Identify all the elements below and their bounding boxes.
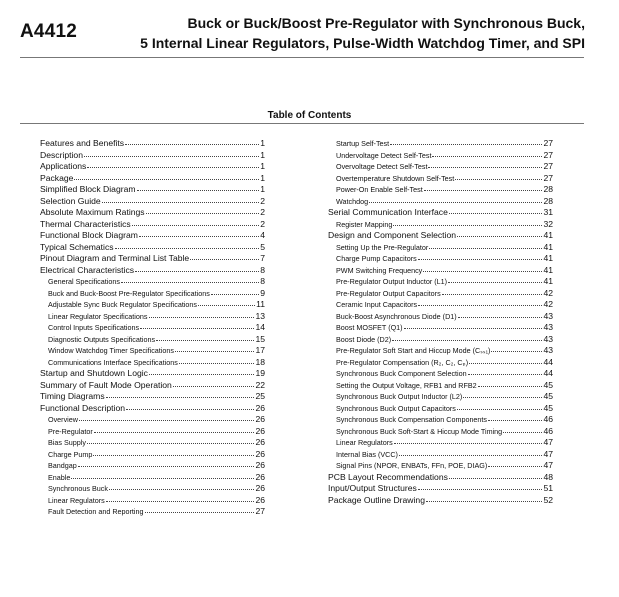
toc-subentry[interactable] xyxy=(328,150,553,162)
toc-subentry[interactable] xyxy=(328,403,553,415)
toc-entry-label: Package xyxy=(40,172,74,183)
toc-entry[interactable] xyxy=(40,184,265,196)
toc-entry-label: Pre-Regulator Soft Start and Hiccup Mode (Cₛₛ₁) xyxy=(336,346,491,355)
toc-column-left xyxy=(40,138,265,518)
toc-entry-label: Enable xyxy=(48,472,71,482)
toc-entry-page: 43 xyxy=(543,310,553,321)
toc-entry-label: Selection Guide xyxy=(40,195,101,206)
toc-leader-dots xyxy=(93,455,254,456)
toc-leader-dots xyxy=(71,478,254,479)
toc-entry[interactable] xyxy=(40,368,265,380)
toc-entry[interactable] xyxy=(40,403,265,415)
toc-leader-dots xyxy=(137,190,260,191)
toc-entry-label: Synchronous Buck Compensation Components xyxy=(336,415,488,424)
toc-entry-page: 8 xyxy=(260,276,265,286)
toc-entry-label: Synchronous Buck Component Selection xyxy=(336,369,467,378)
toc-entry-page: 46 xyxy=(543,425,553,436)
toc-entry-label: Overview xyxy=(48,415,78,424)
toc-entry-page: 46 xyxy=(543,414,553,424)
toc-entry-page: 47 xyxy=(543,448,553,459)
toc-leader-dots xyxy=(449,213,543,214)
toc-leader-dots xyxy=(428,167,542,168)
toc-entry-label: Register Mapping xyxy=(336,219,393,229)
toc-divider xyxy=(20,123,584,124)
toc-entry-page: 27 xyxy=(543,138,553,148)
toc-subentry[interactable] xyxy=(40,276,265,288)
document-title xyxy=(140,13,585,53)
toc-entry-page: 45 xyxy=(543,379,553,390)
toc-entry-label: Functional Description xyxy=(40,402,126,413)
toc-subentry[interactable] xyxy=(328,426,553,438)
toc-entry-label: Watchdog xyxy=(336,196,369,206)
toc-leader-dots xyxy=(190,259,259,260)
toc-subentry[interactable] xyxy=(40,449,265,461)
toc-entry-label: Package Outline Drawing xyxy=(328,494,425,505)
toc-leader-dots xyxy=(426,501,542,502)
toc-entry-label: Linear Regulators xyxy=(336,438,393,447)
toc-leader-dots xyxy=(140,328,254,329)
toc-entry-page: 26 xyxy=(255,460,265,470)
toc-subentry[interactable] xyxy=(40,472,265,484)
toc-entry-label: Boost MOSFET (Q1) xyxy=(336,323,403,332)
toc-leader-dots xyxy=(125,144,259,145)
toc-entry-label: Startup Self-Test xyxy=(336,139,390,148)
toc-leader-dots xyxy=(457,236,542,237)
toc-entry-page: 2 xyxy=(260,207,265,217)
toc-subentry[interactable] xyxy=(328,357,553,369)
toc-subentry[interactable] xyxy=(328,253,553,265)
toc-leader-dots xyxy=(418,305,542,306)
toc-entry-page: 11 xyxy=(256,299,265,309)
toc-leader-dots xyxy=(469,363,542,364)
toc-subentry[interactable] xyxy=(40,437,265,449)
title-line-2: 5 Internal Linear Regulators, Pulse-Width Watchdog Timer, and SPI xyxy=(140,35,585,51)
toc-entry-label: Charge Pump Capacitors xyxy=(336,254,417,263)
toc-leader-dots xyxy=(179,363,255,364)
toc-leader-dots xyxy=(457,409,543,410)
toc-entry-label: Startup and Shutdown Logic xyxy=(40,368,148,378)
toc-entry[interactable] xyxy=(328,207,553,219)
toc-leader-dots xyxy=(106,397,255,398)
toc-entry-label: Pre-Regulator Compensation (R₂, C₂, Cₚ) xyxy=(336,357,469,367)
toc-entry-label: Setting the Output Voltage, RFB1 and RFB2 xyxy=(336,380,477,390)
toc-entry-page: 17 xyxy=(255,345,265,355)
toc-leader-dots xyxy=(423,271,542,272)
toc-leader-dots xyxy=(84,156,259,157)
toc-entry-page: 14 xyxy=(255,322,265,332)
toc-leader-dots xyxy=(390,144,542,145)
toc-subentry[interactable] xyxy=(40,288,265,300)
toc-entry-page: 7 xyxy=(260,253,265,263)
toc-leader-dots xyxy=(139,236,259,237)
toc-entry-page: 47 xyxy=(543,437,553,447)
toc-entry-label: Power-On Enable Self-Test xyxy=(336,185,423,194)
toc-entry-page: 41 xyxy=(543,276,553,286)
toc-entry-page: 15 xyxy=(255,333,265,344)
toc-entry-label: Linear Regulators xyxy=(48,495,105,505)
toc-subentry[interactable] xyxy=(328,449,553,461)
toc-entry-page: 27 xyxy=(255,506,265,516)
toc-entry-label: Design and Component Selection xyxy=(328,230,457,240)
toc-entry-label: PCB Layout Recommendations xyxy=(328,471,448,482)
toc-entry-page: 41 xyxy=(543,241,553,252)
toc-subentry[interactable] xyxy=(40,334,265,346)
toc-leader-dots xyxy=(418,259,543,260)
toc-entry-page: 5 xyxy=(260,241,265,252)
toc-entry-label: Serial Communication Interface xyxy=(328,207,448,217)
toc-entry-label: Synchronous Buck Soft-Start & Hiccup Mode Timing xyxy=(336,426,503,436)
toc-leader-dots xyxy=(424,190,543,191)
toc-entry-label: Timing Diagrams xyxy=(40,391,105,401)
toc-entry[interactable] xyxy=(40,391,265,403)
toc-subentry[interactable] xyxy=(328,414,553,426)
toc-entry-page: 26 xyxy=(255,414,265,424)
toc-entry-label: Signal Pins (NPOR, ENBATs, FFn, POE, DIAG) xyxy=(336,461,488,470)
toc-subentry[interactable] xyxy=(40,495,265,507)
toc-subentry[interactable] xyxy=(328,437,553,449)
toc-leader-dots xyxy=(145,512,255,513)
toc-subentry[interactable] xyxy=(40,460,265,472)
toc-column-right xyxy=(328,138,553,506)
toc-entry-page: 25 xyxy=(255,391,265,401)
toc-leader-dots xyxy=(156,340,254,341)
toc-subentry[interactable] xyxy=(40,506,265,518)
toc-entry-page: 41 xyxy=(543,230,553,240)
toc-leader-dots xyxy=(211,294,259,295)
toc-entry-page: 43 xyxy=(543,322,553,332)
toc-leader-dots xyxy=(173,386,255,387)
toc-entry-page: 13 xyxy=(255,310,265,321)
toc-entry-page: 41 xyxy=(543,264,553,275)
toc-entry-page: 42 xyxy=(543,287,553,298)
toc-entry-page: 26 xyxy=(255,448,265,459)
toc-leader-dots xyxy=(79,420,254,421)
toc-entry-page: 45 xyxy=(543,402,553,413)
toc-entry-page: 48 xyxy=(543,471,553,482)
toc-entry-label: Simplified Block Diagram xyxy=(40,184,136,194)
toc-entry-page: 41 xyxy=(543,253,553,263)
toc-entry-label: Thermal Characteristics xyxy=(40,218,131,229)
toc-leader-dots xyxy=(198,305,255,306)
toc-subentry[interactable] xyxy=(40,357,265,369)
toc-entry-page: 27 xyxy=(543,149,553,160)
toc-subentry[interactable] xyxy=(328,196,553,208)
toc-leader-dots xyxy=(87,167,259,168)
toc-entry-page: 1 xyxy=(260,161,265,171)
toc-leader-dots xyxy=(399,455,543,456)
toc-leader-dots xyxy=(429,248,542,249)
toc-entry-page: 32 xyxy=(543,218,553,229)
toc-entry[interactable] xyxy=(328,495,553,507)
toc-leader-dots xyxy=(478,386,543,387)
toc-subentry[interactable] xyxy=(40,414,265,426)
toc-entry-label: Linear Regulator Specifications xyxy=(48,311,148,321)
header-divider xyxy=(20,57,584,58)
toc-subentry[interactable] xyxy=(328,391,553,403)
toc-entry-page: 52 xyxy=(543,494,553,505)
toc-entry-page: 44 xyxy=(543,368,553,378)
toc-leader-dots xyxy=(394,443,543,444)
toc-leader-dots xyxy=(149,317,255,318)
toc-entry-page: 26 xyxy=(255,437,265,447)
toc-leader-dots xyxy=(102,202,260,203)
toc-leader-dots xyxy=(463,397,542,398)
toc-entry-page: 27 xyxy=(543,161,553,171)
toc-entry-label: PWM Switching Frequency xyxy=(336,265,423,275)
toc-leader-dots xyxy=(106,501,255,502)
toc-leader-dots xyxy=(135,271,259,272)
toc-entry-label: Pre-Regulator Output Inductor (L1) xyxy=(336,277,448,286)
toc-subentry[interactable] xyxy=(328,299,553,311)
toc-entry-page: 51 xyxy=(543,483,553,493)
toc-leader-dots xyxy=(503,432,542,433)
toc-leader-dots xyxy=(404,328,543,329)
toc-entry-label: Charge Pump xyxy=(48,449,93,459)
toc-entry-label: Typical Schematics xyxy=(40,241,114,252)
toc-entry[interactable] xyxy=(328,483,553,495)
toc-entry-page: 47 xyxy=(543,460,553,470)
toc-leader-dots xyxy=(115,248,260,249)
toc-entry-label: General Specifications xyxy=(48,277,120,286)
toc-entry-page: 8 xyxy=(260,264,265,275)
toc-leader-dots xyxy=(369,202,542,203)
toc-entry-page: 22 xyxy=(255,379,265,390)
toc-leader-dots xyxy=(392,340,542,341)
toc-subentry[interactable] xyxy=(328,242,553,254)
toc-subentry[interactable] xyxy=(328,288,553,300)
toc-entry[interactable] xyxy=(40,150,265,162)
toc-entry-page: 42 xyxy=(543,299,553,309)
toc-entry-page: 1 xyxy=(260,149,265,160)
toc-leader-dots xyxy=(418,489,543,490)
toc-leader-dots xyxy=(488,466,542,467)
toc-subentry[interactable] xyxy=(328,184,553,196)
toc-entry[interactable] xyxy=(40,253,265,265)
toc-entry[interactable] xyxy=(40,138,265,150)
toc-entry-page: 2 xyxy=(260,218,265,229)
toc-heading: Table of Contents xyxy=(267,110,352,121)
toc-leader-dots xyxy=(468,374,543,375)
toc-subentry[interactable] xyxy=(328,322,553,334)
toc-entry-page: 28 xyxy=(543,195,553,206)
toc-entry[interactable] xyxy=(40,265,265,277)
toc-entry-label: Boost Diode (D2) xyxy=(336,334,392,344)
toc-entry-page: 1 xyxy=(260,138,265,148)
toc-entry-label: Bandgap xyxy=(48,461,77,470)
toc-subentry[interactable] xyxy=(328,161,553,173)
toc-entry-label: Applications xyxy=(40,161,87,171)
toc-leader-dots xyxy=(491,351,542,352)
toc-entry-label: Control Inputs Specifications xyxy=(48,323,140,332)
toc-entry-page: 43 xyxy=(543,333,553,344)
toc-entry-page: 26 xyxy=(255,471,265,482)
toc-entry-label: Fault Detection and Reporting xyxy=(48,507,144,516)
toc-subentry[interactable] xyxy=(40,322,265,334)
toc-leader-dots xyxy=(432,156,542,157)
toc-leader-dots xyxy=(109,489,255,490)
toc-entry-label: Buck and Buck-Boost Pre-Regulator Specifications xyxy=(48,288,210,298)
toc-entry[interactable] xyxy=(40,196,265,208)
toc-subentry[interactable] xyxy=(328,265,553,277)
toc-entry-label: Bias Supply xyxy=(48,438,86,447)
toc-subentry[interactable] xyxy=(328,345,553,357)
toc-leader-dots xyxy=(146,213,260,214)
toc-entry-label: Description xyxy=(40,149,83,160)
toc-subentry[interactable] xyxy=(40,311,265,323)
toc-entry-page: 31 xyxy=(543,207,553,217)
toc-entry-label: Synchronous Buck Output Inductor (L2) xyxy=(336,392,463,401)
toc-subentry[interactable] xyxy=(328,380,553,392)
toc-subentry[interactable] xyxy=(328,276,553,288)
toc-entry-label: Buck-Boost Asynchronous Diode (D1) xyxy=(336,311,457,321)
toc-entry[interactable] xyxy=(40,207,265,219)
toc-entry-page: 18 xyxy=(255,356,265,367)
toc-subentry[interactable] xyxy=(328,311,553,323)
toc-subentry[interactable] xyxy=(328,219,553,231)
toc-entry-page: 43 xyxy=(543,345,553,355)
toc-entry-page: 9 xyxy=(260,287,265,298)
toc-entry-label: Synchronous Buck xyxy=(48,484,108,493)
toc-leader-dots xyxy=(175,351,254,352)
toc-entry[interactable] xyxy=(40,230,265,242)
toc-entry-label: Diagnostic Outputs Specifications xyxy=(48,334,156,344)
toc-subentry[interactable] xyxy=(328,460,553,472)
toc-entry-label: Overtemperature Shutdown Self-Test xyxy=(336,173,455,183)
toc-entry-page: 1 xyxy=(260,184,265,194)
toc-subentry[interactable] xyxy=(40,345,265,357)
toc-entry-page: 4 xyxy=(260,230,265,240)
toc-entry[interactable] xyxy=(328,230,553,242)
toc-entry-label: Undervoltage Detect Self-Test xyxy=(336,150,432,160)
toc-entry-page: 2 xyxy=(260,195,265,206)
toc-entry-label: Communications Interface Specifications xyxy=(48,357,178,367)
toc-subentry[interactable] xyxy=(40,299,265,311)
toc-subentry[interactable] xyxy=(328,368,553,380)
toc-subentry[interactable] xyxy=(328,138,553,150)
toc-leader-dots xyxy=(132,225,259,226)
toc-subentry[interactable] xyxy=(40,483,265,495)
toc-entry-label: Input/Output Structures xyxy=(328,483,417,493)
toc-leader-dots xyxy=(448,282,542,283)
toc-entry-label: Pre-Regulator Output Capacitors xyxy=(336,288,441,298)
toc-subentry[interactable] xyxy=(328,334,553,346)
toc-entry-page: 26 xyxy=(255,425,265,436)
toc-entry-label: Pre-Regulator xyxy=(48,426,93,436)
toc-entry-page: 19 xyxy=(255,368,265,378)
toc-entry-label: Electrical Characteristics xyxy=(40,264,135,275)
toc-entry-label: Synchronous Buck Output Capacitors xyxy=(336,403,456,413)
toc-leader-dots xyxy=(393,225,542,226)
toc-entry[interactable] xyxy=(40,242,265,254)
toc-leader-dots xyxy=(149,374,254,375)
toc-entry-page: 26 xyxy=(255,483,265,493)
toc-entry-label: Internal Bias (VCC) xyxy=(336,449,398,459)
toc-entry[interactable] xyxy=(40,161,265,173)
toc-entry-page: 1 xyxy=(260,172,265,183)
toc-entry-label: Absolute Maximum Ratings xyxy=(40,207,145,217)
toc-entry[interactable] xyxy=(40,219,265,231)
toc-leader-dots xyxy=(126,409,254,410)
toc-entry-label: Window Watchdog Timer Specifications xyxy=(48,346,174,355)
toc-leader-dots xyxy=(87,443,254,444)
toc-leader-dots xyxy=(442,294,543,295)
toc-entry-label: Adjustable Sync Buck Regulator Specifications xyxy=(48,300,198,309)
toc-leader-dots xyxy=(121,282,259,283)
toc-entry-label: Ceramic Input Capacitors xyxy=(336,300,418,309)
toc-entry[interactable] xyxy=(40,173,265,185)
toc-entry-label: Pinout Diagram and Terminal List Table xyxy=(40,253,190,263)
toc-entry-label: Functional Block Diagram xyxy=(40,230,138,240)
toc-leader-dots xyxy=(455,179,542,180)
toc-entry-page: 44 xyxy=(543,356,553,367)
toc-entry-label: Features and Benefits xyxy=(40,138,125,148)
toc-entry-page: 26 xyxy=(255,402,265,413)
toc-leader-dots xyxy=(488,420,542,421)
toc-entry-page: 28 xyxy=(543,184,553,194)
toc-entry-page: 27 xyxy=(543,172,553,183)
toc-subentry[interactable] xyxy=(40,426,265,438)
toc-leader-dots xyxy=(94,432,255,433)
toc-leader-dots xyxy=(458,317,543,318)
toc-entry[interactable] xyxy=(328,472,553,484)
toc-entry-page: 45 xyxy=(543,391,553,401)
toc-entry-label: Summary of Fault Mode Operation xyxy=(40,379,172,390)
title-line-1: Buck or Buck/Boost Pre-Regulator with Synchronous Buck, xyxy=(187,15,585,31)
toc-leader-dots xyxy=(449,478,543,479)
toc-leader-dots xyxy=(74,179,259,180)
toc-entry[interactable] xyxy=(40,380,265,392)
part-number: A4412 xyxy=(20,21,77,42)
toc-entry-label: Setting Up the Pre-Regulator xyxy=(336,242,429,252)
toc-entry-page: 26 xyxy=(255,494,265,505)
toc-subentry[interactable] xyxy=(328,173,553,185)
toc-entry-label: Overvoltage Detect Self-Test xyxy=(336,162,428,171)
toc-leader-dots xyxy=(78,466,255,467)
